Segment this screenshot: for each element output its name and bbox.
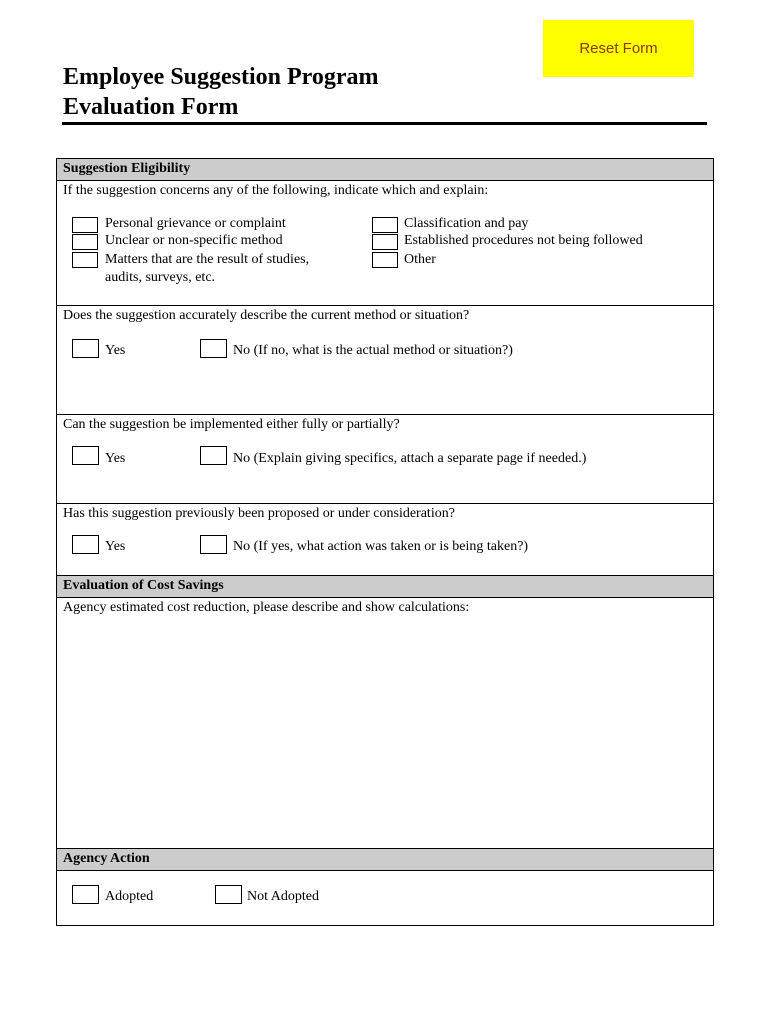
section-header-eligibility: Suggestion Eligibility bbox=[57, 159, 713, 181]
checkbox-implement-yes[interactable] bbox=[72, 446, 99, 465]
checkbox-unclear[interactable] bbox=[72, 234, 98, 250]
title-divider bbox=[62, 122, 707, 125]
section-header-agency-action: Agency Action bbox=[57, 849, 713, 871]
option-grievance-label: Personal grievance or complaint bbox=[105, 216, 286, 231]
previous-no-label: No (If yes, what action was taken or is being taken?) bbox=[233, 539, 529, 554]
section-header-cost-savings: Evaluation of Cost Savings bbox=[57, 576, 713, 598]
implement-yes-label: Yes bbox=[105, 451, 126, 466]
reset-form-button[interactable]: Reset Form bbox=[543, 20, 694, 77]
evaluation-form bbox=[56, 158, 714, 926]
title-line-2: Evaluation Form bbox=[63, 94, 239, 120]
checkbox-studies[interactable] bbox=[72, 252, 98, 268]
question-describe-prompt: Does the suggestion accurately describe the current method or situation? bbox=[63, 308, 470, 323]
option-other-label: Other bbox=[404, 252, 436, 267]
option-classification-label: Classification and pay bbox=[404, 216, 529, 231]
checkbox-grievance[interactable] bbox=[72, 217, 98, 233]
cost-savings-prompt: Agency estimated cost reduction, please describe and show calculations: bbox=[63, 600, 470, 615]
option-studies-label-1: Matters that are the result of studies, bbox=[105, 252, 310, 267]
checkbox-implement-no[interactable] bbox=[200, 446, 227, 465]
implement-no-label: No (Explain giving specifics, attach a separate page if needed.) bbox=[233, 451, 587, 466]
question-describe-cell bbox=[57, 306, 713, 415]
eligibility-prompt: If the suggestion concerns any of the following, indicate which and explain: bbox=[63, 183, 489, 198]
eligibility-cell bbox=[57, 181, 713, 306]
checkbox-describe-yes[interactable] bbox=[72, 339, 99, 358]
not-adopted-label: Not Adopted bbox=[247, 889, 319, 904]
previous-yes-label: Yes bbox=[105, 539, 126, 554]
question-implement-cell bbox=[57, 415, 713, 504]
title-line-1: Employee Suggestion Program bbox=[63, 64, 379, 90]
question-previous-prompt: Has this suggestion previously been proposed or under consideration? bbox=[63, 506, 455, 521]
checkbox-other[interactable] bbox=[372, 252, 398, 268]
checkbox-previous-no[interactable] bbox=[200, 535, 227, 554]
adopted-label: Adopted bbox=[105, 889, 154, 904]
option-studies-label-2: audits, surveys, etc. bbox=[105, 270, 216, 285]
checkbox-not-adopted[interactable] bbox=[215, 885, 242, 904]
cost-savings-cell[interactable] bbox=[57, 598, 713, 849]
describe-no-label: No (If no, what is the actual method or situation?) bbox=[233, 343, 513, 358]
checkbox-describe-no[interactable] bbox=[200, 339, 227, 358]
question-implement-prompt: Can the suggestion be implemented either fully or partially? bbox=[63, 417, 400, 432]
checkbox-procedures[interactable] bbox=[372, 234, 398, 250]
option-procedures-label: Established procedures not being followed bbox=[404, 233, 643, 248]
question-previous-cell bbox=[57, 504, 713, 576]
option-unclear-label: Unclear or non-specific method bbox=[105, 233, 283, 248]
checkbox-classification[interactable] bbox=[372, 217, 398, 233]
page-title bbox=[63, 62, 379, 122]
checkbox-adopted[interactable] bbox=[72, 885, 99, 904]
describe-yes-label: Yes bbox=[105, 343, 126, 358]
checkbox-previous-yes[interactable] bbox=[72, 535, 99, 554]
agency-action-cell bbox=[57, 871, 713, 925]
